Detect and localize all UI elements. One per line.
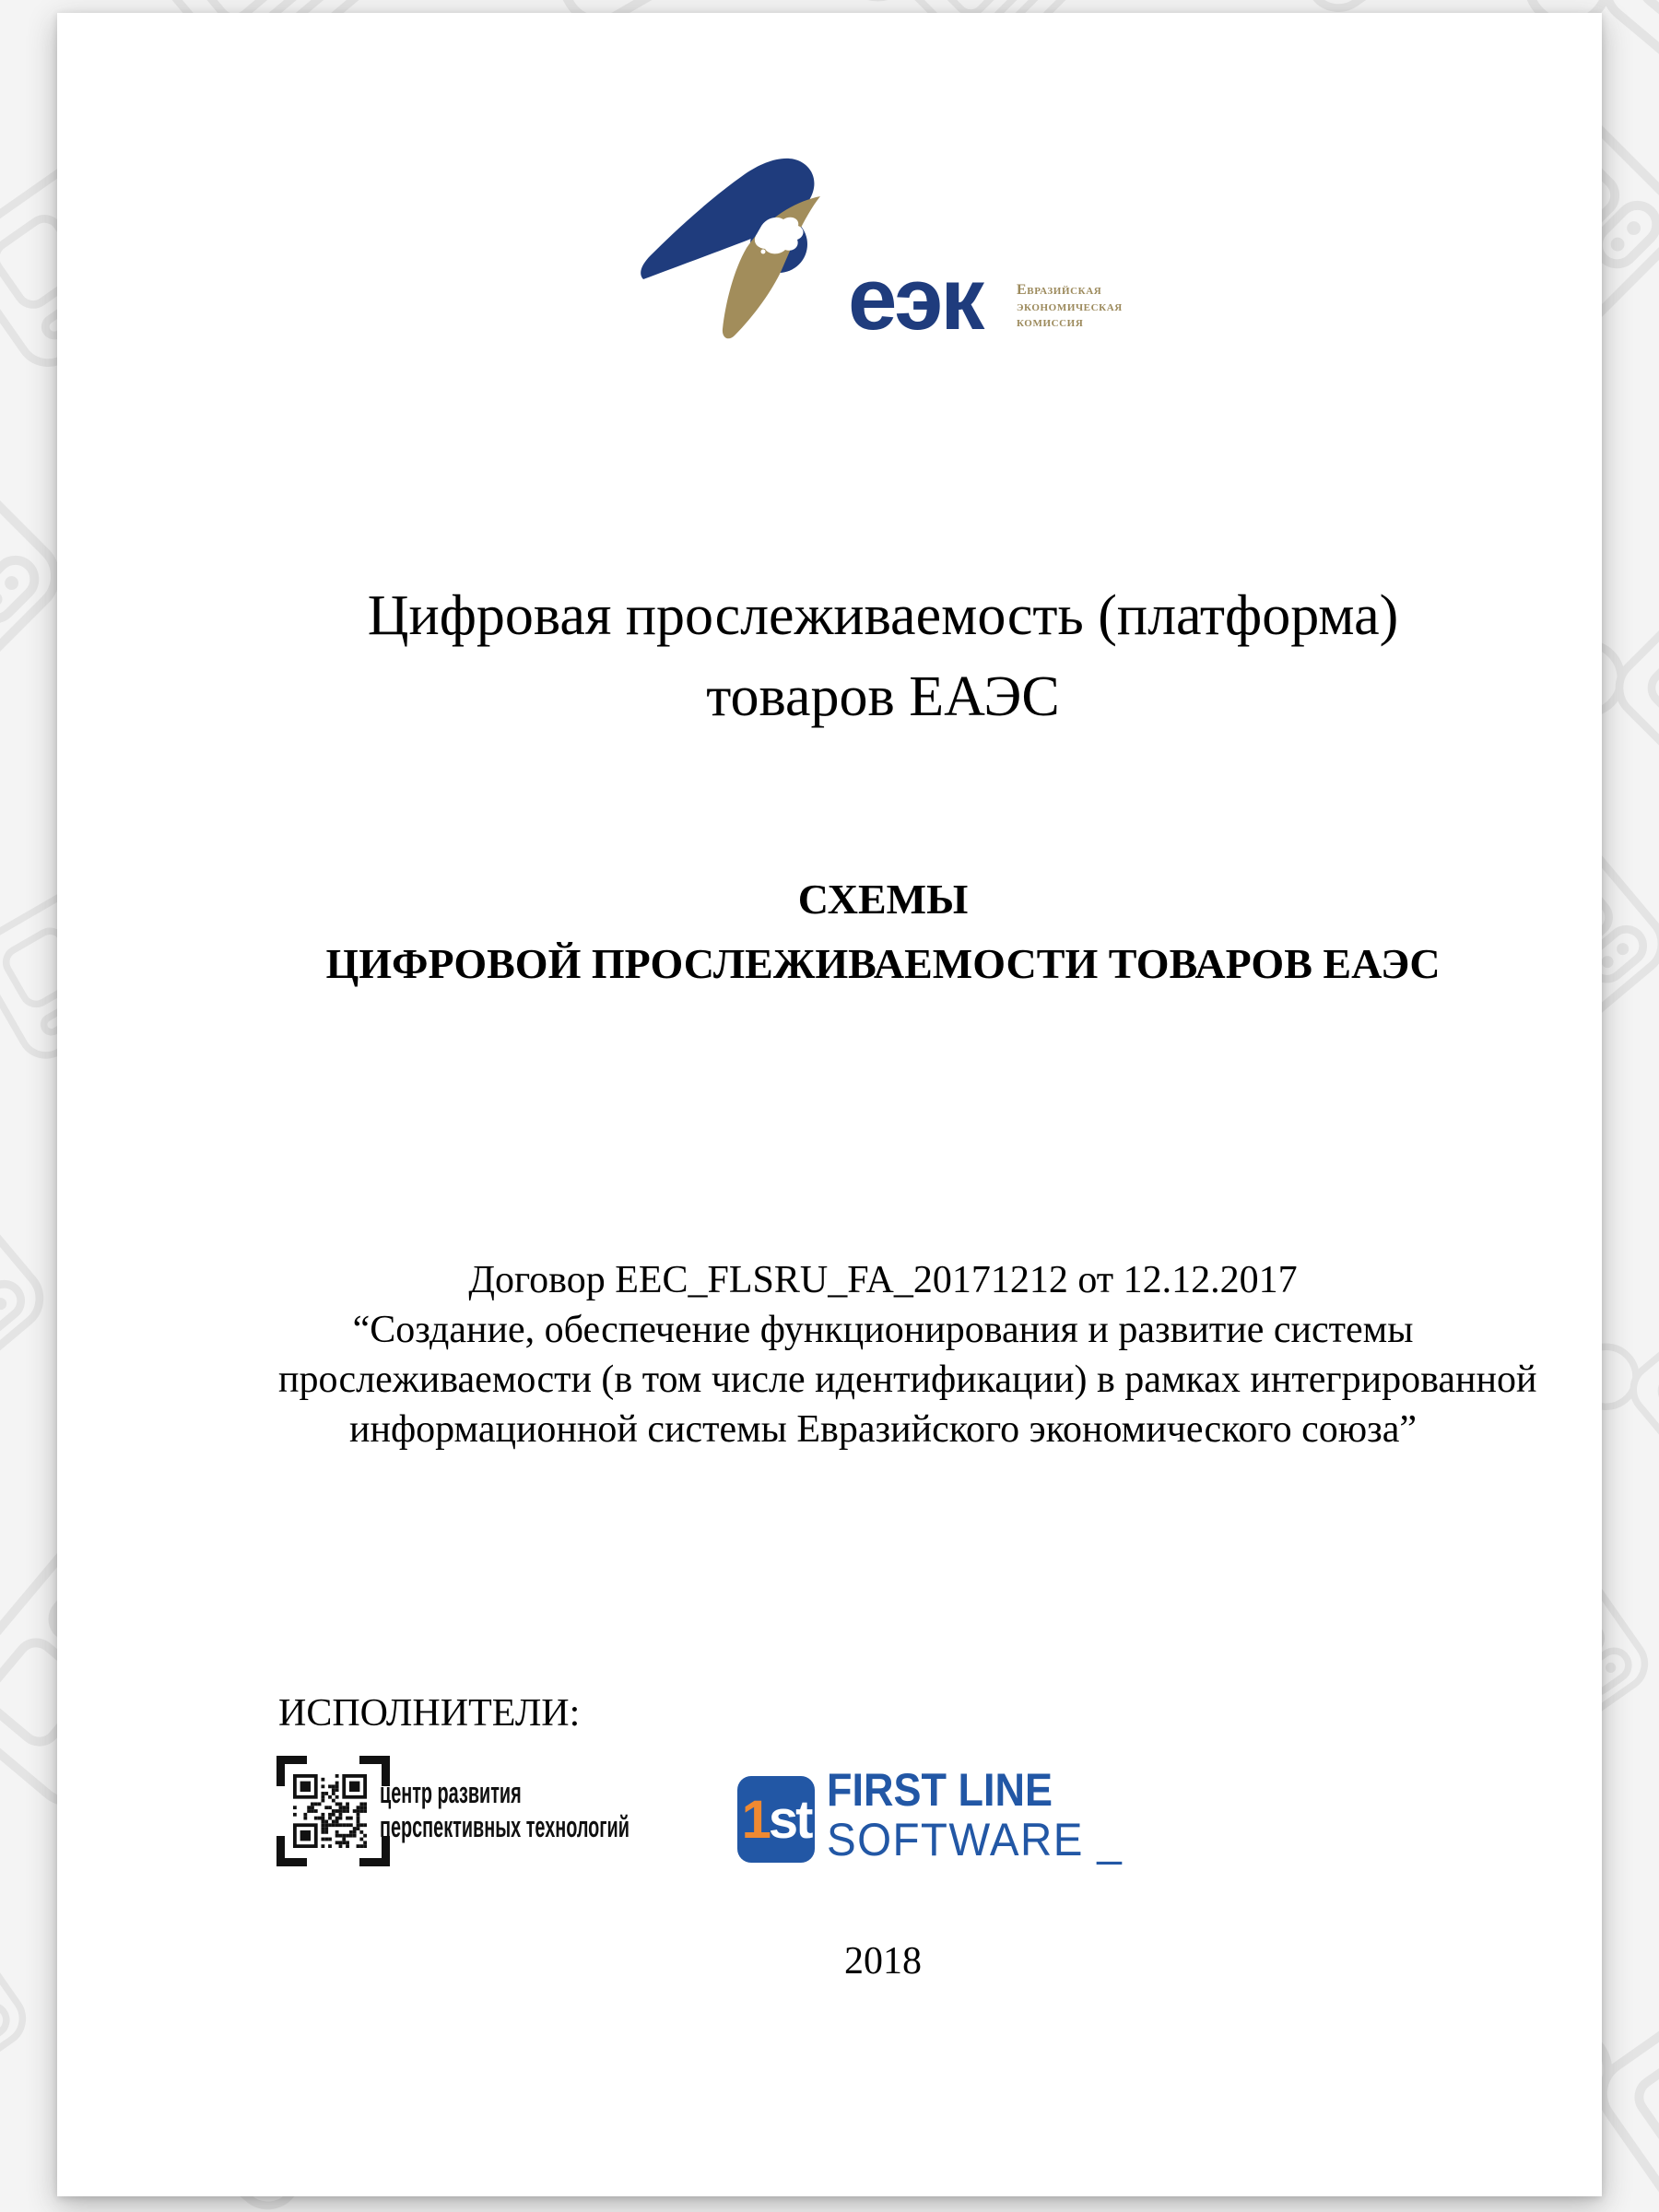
contract-block (278, 1255, 1537, 1454)
eec-logo-abbr: еэк (848, 250, 982, 348)
contract-line-4: информационной системы Евразийского экономического союза” (349, 1408, 1417, 1451)
year: 2018 (844, 1940, 922, 1983)
crpt-logo-text (380, 1776, 629, 1844)
contract-line-1: Договор EEC_FLSRU_FA_20171212 от 12.12.2017 (468, 1259, 1298, 1301)
executors-label: ИСПОЛНИТЕЛИ: (278, 1692, 581, 1735)
first-line-software-badge-icon (737, 1776, 815, 1863)
title-line-1: Цифровая прослеживаемость (платформа) (367, 584, 1399, 647)
fls-badge-digit: 1 (741, 1789, 769, 1850)
eec-logo-emblem-icon (636, 152, 830, 346)
contract-line-3: прослеживаемости (в том числе идентификации) в рамках интегрированной (278, 1359, 1537, 1401)
qr-code-icon (293, 1774, 367, 1848)
crpt-logo (276, 1756, 390, 1866)
fls-logo-line-1: FIRST LINE (827, 1764, 1053, 1816)
eec-tagline-line: экономическая (1017, 298, 1123, 314)
fls-logo-line-2: SOFTWARE _ (827, 1814, 1124, 1865)
document-page (57, 13, 1602, 2196)
fls-badge-suffix: st (768, 1789, 811, 1850)
crpt-text-line-2: перспективных технологий (380, 1810, 629, 1843)
contract-line-2: “Создание, обеспечение функционирования и развитие системы (352, 1309, 1414, 1351)
title-line-2: товаров ЕАЭС (706, 665, 1060, 728)
eec-logo-tagline (1017, 282, 1123, 331)
eec-tagline-line: комиссия (1017, 314, 1084, 330)
document-subtitle (278, 867, 1488, 996)
crpt-text-line-1: центр развития (380, 1776, 522, 1809)
eec-tagline-line: Евразийская (1017, 282, 1102, 298)
subtitle-line-2: ЦИФРОВОЙ ПРОСЛЕЖИВАЕМОСТИ ТОВАРОВ ЕАЭС (325, 940, 1441, 987)
subtitle-line-1: СХЕМЫ (797, 876, 969, 923)
document-title (278, 575, 1488, 737)
